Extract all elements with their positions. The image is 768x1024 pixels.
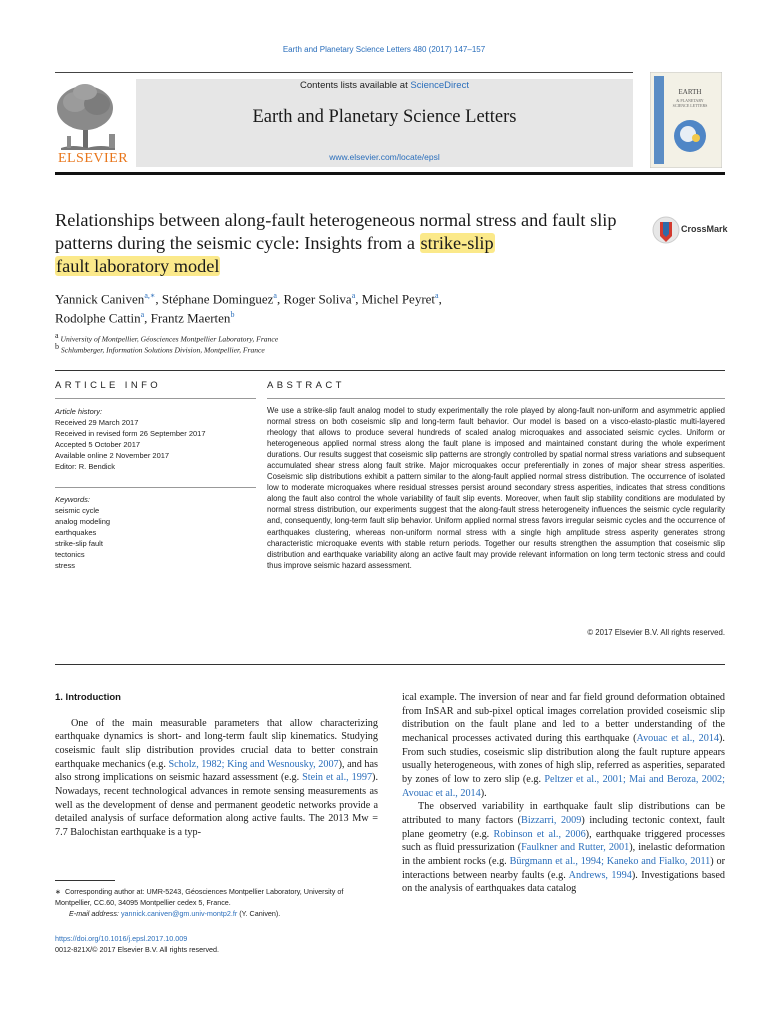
svg-text:EARTH: EARTH (678, 88, 702, 96)
introduction-heading: 1. Introduction (55, 692, 121, 703)
footnote-rule (55, 880, 115, 881)
author-name[interactable]: Frantz Maerten (150, 310, 231, 326)
paragraph-text: ). From such studies, coseismic slip distribution along the fault rupture appears usually heterogeneous, with zones of high slip, referred as asperities, separated by zones of low to zero slip (e.g. (402, 732, 725, 785)
author-affiliation-mark[interactable]: a,∗ (144, 291, 156, 300)
history-item: Available online 2 November 2017 (55, 451, 170, 460)
article-title (55, 209, 635, 278)
author-affiliation-mark[interactable]: a (435, 291, 439, 300)
paragraph-text: ), inelastic deformation in the ambient rocks (e.g. (402, 842, 725, 867)
paragraph-text: ), and has also strong implications on seismic hazard assessment (e.g. (55, 758, 378, 784)
author-name[interactable]: Michel Peyret (361, 291, 436, 307)
svg-text:SCIENCE LETTERS: SCIENCE LETTERS (672, 103, 708, 108)
section-rule (55, 370, 725, 371)
info-rule (55, 398, 256, 399)
abstract-text: We use a strike-slip fault analog model to study experimentally the role played by along-fault non-uniform and asymmetric applied normal stress on both coseismic slip and long-term fault behavior. Our model is based on a visco-elasto-plastic multi-layered rheology that allows to produce several hundreds of scaled analog microquakes and associated seismic cycles. Uniform or heterogeneous applied normal stress along the fault plane is imposed and maintained constant during the whole experiment durations. Our results suggest that coseismic slip patterns are strongly controlled by spatial normal stress variations and subsequent accumulated shear stress along fault strike. Major microquakes occur preferentially in zones of major shear stress asperities. Coseismic slip distributions exhibit a pattern similar to the along-fault applied normal stress distribution. The occurrence of isolated low to moderate microquakes where residual stresses persist around secondary stress asperities, indicates that stress conditions along the fault also control the whole variability of fault slip events. Moreover, when fault slip stability conditions are modulated by normal stress distribution, our experiments suggest that the along-fault stress heterogeneity influences the seismic cycle regularity and, consequently, long-term fault slip behavior. Uniform applied normal stress favors irregular seismic cycles and the occurrence of earthquakes clustering, whereas non-uniform normal stress with a single high amplitude stress asperity generates strong characteristic microquake events with stable return periods. Together our results strengthen the assumption that coseismic slip distribution and earthquake variability along an active fault may provide relevant information on long term tectonic stress and could thus improve seismic hazard assessment. (267, 406, 725, 570)
citation-link[interactable]: Faulkner and Rutter, 2001 (521, 842, 630, 854)
journal-cover-image-icon[interactable] (650, 72, 722, 168)
doi-block (55, 933, 219, 955)
affiliation (55, 342, 265, 355)
contents-prefix: Contents lists available at (300, 80, 411, 91)
author-affiliation-mark[interactable]: a (351, 291, 356, 300)
keyword: seismic cycle (55, 506, 100, 515)
citation-link[interactable]: Scholz, 1982; King and Wesnousky, 2007 (168, 758, 339, 770)
paragraph (402, 691, 725, 800)
keyword: analog modeling (55, 517, 111, 526)
citation-link[interactable]: Peltzer et al., 2001; Mai and Beroza, 2002; Avouac et al., 2014 (402, 773, 725, 799)
crossmark-label[interactable]: CrossMark (681, 224, 728, 234)
doi-link[interactable]: https://doi.org/10.1016/j.epsl.2017.10.009 (55, 934, 188, 943)
paragraph-text: ). Investigations based on the analysis of earthquakes data catalog (402, 869, 726, 895)
article-info-heading: ARTICLE INFO (55, 380, 162, 391)
title-text: Relationships between along-fault heterogeneous normal stress and fault slip patterns during the seismic cycle: Insights from a (55, 210, 617, 253)
keywords-list (55, 494, 255, 571)
body-column-right (402, 691, 725, 896)
affiliation-mark: b (55, 342, 59, 351)
affiliation-text: University of Montpellier, Géosciences Montpellier Laboratory, France (60, 334, 279, 344)
history-item: Editor: R. Bendick (55, 462, 116, 471)
history-item: Accepted 5 October 2017 (55, 440, 141, 449)
author-name[interactable]: Roger Soliva (283, 291, 352, 307)
journal-reference[interactable]: Earth and Planetary Science Letters 480 (2017) 147–157 (282, 45, 486, 54)
author-name[interactable]: Yannick Caniven (55, 291, 145, 307)
sciencedirect-link[interactable]: ScienceDirect (410, 80, 469, 91)
history-item: Received in revised form 26 September 2017 (55, 429, 206, 438)
author-affiliation-mark[interactable]: a (273, 291, 277, 300)
paragraph-text: ). Nowadays, recent technological advances in remote sensing measurements as well as the development of dense and permanent geodetic networks provide a detailed analysis of surface deformation along active faults. The 2013 Mw = 7.7 Balochistan earthquake is a typ- (55, 772, 378, 838)
title-highlight-1[interactable]: strike-slip (420, 233, 494, 253)
abstract-rule (267, 398, 725, 399)
author-list: Yannick Caniven$^{a,∗}$, Stéphane Dominguez$^a$, Roger Soliva$^a$, Michel Peyret$^a$, Rodolphe Cattin$^a$, Frantz Maerten$^b$ (55, 291, 442, 326)
author-name[interactable]: Stéphane Dominguez (161, 291, 274, 307)
keyword: stress (55, 561, 76, 570)
citation-link[interactable]: Robinson et al., 2006 (493, 828, 586, 840)
body-column-left (55, 691, 378, 840)
abstract-heading: ABSTRACT (267, 380, 345, 391)
paragraph-text: ) or interactions between nearby faults (e.g. (402, 855, 725, 881)
journal-title[interactable]: Earth and Planetary Science Letters (252, 107, 517, 127)
issn-line: 0012-821X/© 2017 Elsevier B.V. All rights reserved. (55, 945, 220, 954)
author-name[interactable]: Rodolphe Cattin (55, 310, 141, 326)
keyword: tectonics (55, 550, 85, 559)
paragraph-text: ical example. The inversion of near and far field ground deformation obtained from InSAR and sub-pixel optical images correlation provided coseismic slip distribution on the fault plane and led to a better understanding of the mechanical processes activated during this earthquake ( (402, 692, 725, 744)
paragraph-text: The observed variability in earthquake fault slip distributions can be attributed to many factors ( (402, 801, 725, 826)
citation-link[interactable]: Avouac et al., 2014 (636, 732, 720, 744)
keyword: strike-slip fault (55, 539, 103, 548)
paragraph (55, 717, 378, 840)
citation-link[interactable]: Bizzarri, 2009 (521, 814, 582, 826)
citation-link[interactable]: Bürgmann et al., 1994; Kaneko and Fialko, 2011 (509, 855, 711, 867)
header-rule-top (55, 72, 633, 73)
history-heading: Article history: (55, 407, 103, 416)
section-rule (55, 664, 725, 665)
author-affiliation-mark[interactable]: b (230, 310, 235, 320)
contents-line (136, 80, 633, 91)
elsevier-wordmark: ELSEVIER (57, 151, 129, 166)
paragraph-text: ). (480, 787, 487, 799)
affiliation-text: Schlumberger, Information Solutions Division, Montpellier, France (60, 345, 265, 355)
title-highlight-2[interactable]: fault laboratory model (56, 256, 220, 276)
paragraph-text: ), earthquake triggered processes such as fluid pressurization ( (402, 828, 726, 854)
svg-text:& PLANETARY: & PLANETARY (676, 98, 704, 103)
paragraph (402, 800, 725, 896)
citation-link[interactable]: Andrews, 1994 (568, 869, 632, 881)
corresponding-author-footnote (55, 886, 378, 919)
corresponding-text: Corresponding author at: UMR-5243, Géosciences Montpellier Laboratory, University of Montpellier, CC.60, 34095 Montpellier cedex 5, France. (55, 887, 344, 907)
history-item: Received 29 March 2017 (55, 418, 139, 427)
asterisk-mark: ∗ (55, 887, 66, 896)
email-link[interactable]: yannick.caniven@gm.univ-montp2.fr (120, 909, 238, 918)
paragraph-text: ) including tectonic context, fault plane geometry (e.g. (402, 814, 725, 840)
article-history (55, 406, 255, 472)
affiliation-mark: a (55, 331, 59, 340)
journal-url-link[interactable]: www.elsevier.com/locate/epsl (329, 152, 440, 162)
email-suffix: (Y. Caniven). (237, 909, 281, 918)
paragraph-text: One of the main measurable parameters that allow characterizing earthquake dynamics is short- and long-term fault slip kinematics. Studying coseismic fault slip distribution provides crucial data to better constrain earthquake mechanics (e.g. (55, 717, 378, 770)
abstract-copyright: © 2017 Elsevier B.V. All rights reserved. (587, 628, 725, 637)
keywords-heading: Keywords: (55, 495, 91, 504)
header-rule-bottom (55, 172, 725, 175)
info-rule (55, 487, 256, 488)
author-affiliation-mark[interactable]: a (140, 310, 145, 320)
citation-link[interactable]: Stein et al., 1997 (302, 772, 373, 784)
email-label: E-mail address: (69, 909, 121, 918)
keyword: earthquakes (55, 528, 97, 537)
